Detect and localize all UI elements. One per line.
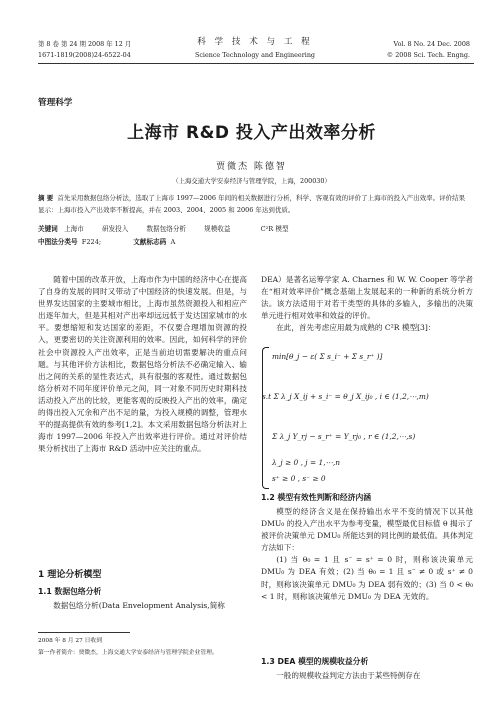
abstract	[38, 193, 471, 216]
header-rule	[38, 63, 474, 64]
doc-code-value: A	[170, 238, 176, 246]
model-meaning: 模型的经济含义是在保持输出水平不变的情况下以其他 DMU₀ 的投入产出水平为参考变量，模型最优目标值 θ 揭示了被评价决策单元 DMU₀ 所能达到的同比例的最低值。具体判定方法如下：	[261, 507, 473, 553]
c2r-intro: 在此，首先考虑应用最为成熟的 C²R 模型[3]：	[276, 323, 436, 333]
footnote-received: 2008 年 8 月 27 日收到	[38, 638, 103, 644]
footnote-rule	[38, 632, 130, 633]
right-column-bottom	[261, 506, 473, 603]
model-objective: min[θ_j − ε( Σ s_i⁻ + Σ s_r⁺ )]	[272, 352, 383, 361]
journal-issue: 第 8 卷 第 24 期 2008 年 12 月	[38, 40, 132, 48]
copyright: © 2008 Sci. Tech. Engng.	[386, 51, 470, 59]
clc-value: F224;	[81, 238, 102, 246]
classification	[38, 236, 175, 246]
abstract-text: 首先采用数据包络分析法，选取了上海市 1997—2006 年间的相关数据进行分析，科学、客观有效的评价了上海市的投入产出效率。评价结果显示：上海市投入产出效率不断提高，并在 2003、2004、2005 和 2006 年达到优质。	[38, 194, 466, 214]
issn: 1671-1819(2008)24-6522-04	[38, 51, 131, 59]
authors: 贾微杰 陈德智	[216, 162, 287, 172]
footnote-bio: 第一作者简介：贾微杰，上海交通大学安泰经济与管理学院企业管理。	[38, 650, 218, 656]
section-1-3-heading: 1.3 DEA 模型的规模收益分析	[261, 657, 369, 666]
model-lambda: λ_j ≥ 0 , j = 1,⋯,n	[272, 458, 341, 467]
intro-paragraph: 随着中国的改革开放，上海市作为中国的经济中心在提高了自身的发展的同时又带动了中国经济的快速发展。但是，与世界发达国家的主要城市相比，上海市虽然资源投入和相应产出逐年加大，但是其相对产出率却远远低于发达国家城市的水平。要想缩短和发达国家的差距，不仅要合理增加资源的投入，更要密切的关注资源利用的效率。因此，如何科学的评价社会中资源投入产出效率，正是当前迫切需要解决的重点问题。与其他评价方法相比，数据包络分析法不必确定输入、输出之间的关系的显性表达式，具有很强的客观性。通过数据包络分析对不同年度评价单元之间，同一对象不同历史时期科技活动投入产出的比较，更能客观的反映投入产出的效率，确定的得出投入冗余和产出不足的量，为投入规模的调整，管理水平的提高提供有效的参考[1,2]。本文采用数据包络分析法对上海市 1997—2006 年投入产出效率进行评价。通过对评价结果分析找出了上海市 R&D 活动中应关注的重点。	[38, 275, 247, 454]
right-column-top	[261, 274, 473, 334]
dea-definition: DEA）是著名运筹学家 A. Charnes 和 W. W. Cooper 等学者在“相对效率评价”概念基础上发展起来的一种新的系统分析方法。该方法适用于对若干类型的具体的多输入，多输出的决策单元进行相对效率和效益的评价。	[261, 275, 473, 321]
returns-to-scale-start: 一般的规模收益判定方法由于某些特例存在	[276, 671, 421, 680]
affiliation: （上海交通大学安泰经济与管理学院，上海，200030）	[172, 177, 331, 185]
keyword: 上海市	[64, 225, 84, 233]
model-brace	[262, 347, 269, 489]
keywords-label: 关键词	[38, 225, 58, 233]
efficiency-criteria: (1) 当 θ₀ = 1 且 s⁻ = s⁺ = 0 时，则称该决策单元 DMU₀ 为 DEA 有效；(2) 当 θ₀ = 1 且 s⁻ ≠ 0 或 s⁺ ≠ 0 时，则称该决策单元 DMU₀ 为 DEA 弱有效的；(3) 当 0 < θ₀ < 1 时，则称该决策单元 DMU₀ 为 DEA 无效的。	[261, 555, 473, 601]
clc-label: 中图法分类号	[38, 238, 78, 246]
section-1-heading: 1 理论分析模型	[38, 570, 102, 580]
keyword: 研发投入	[101, 225, 129, 233]
dea-paragraph-start: 数据包络分析(Data Envelopment Analysis,简称	[53, 601, 225, 610]
keyword: 规模收益	[204, 225, 231, 233]
doc-code-label: 文献标志码	[133, 238, 167, 246]
abstract-label: 摘 要	[38, 194, 54, 202]
model-constraint-output: Σ λ_j Y_rj − s_r⁺ = Y_rj₀ , r ∈ (1,2,⋯,s)	[272, 432, 416, 441]
journal-title-en: Science Technology and Engineering	[194, 51, 316, 59]
journal-title-cn: 科 学 技 术 与 工 程	[197, 37, 313, 47]
keyword: 数据包络分析	[146, 225, 187, 233]
model-constraint-input: s.t Σ λ_j X_ij + s_i⁻ = θ_j X_ij₀ , i ∈ (1,2,⋯,m)	[262, 392, 429, 401]
section-1-2-heading: 1.2 模型有效性判断和经济内涵	[261, 493, 372, 502]
vol-issue-date: Vol. 8 No. 24 Dec. 2008	[393, 40, 470, 48]
paper-title: 上海市 R&D 投入产出效率分析	[127, 123, 376, 143]
section-1-1-heading: 1.1 数据包络分析	[38, 587, 102, 596]
section-tag: 管理科学	[38, 98, 73, 108]
left-column	[38, 274, 247, 455]
keyword: C²R 模型	[260, 225, 289, 233]
keywords	[38, 223, 289, 233]
model-slack: s⁺ ≥ 0 , s⁻ ≥ 0	[272, 474, 326, 483]
